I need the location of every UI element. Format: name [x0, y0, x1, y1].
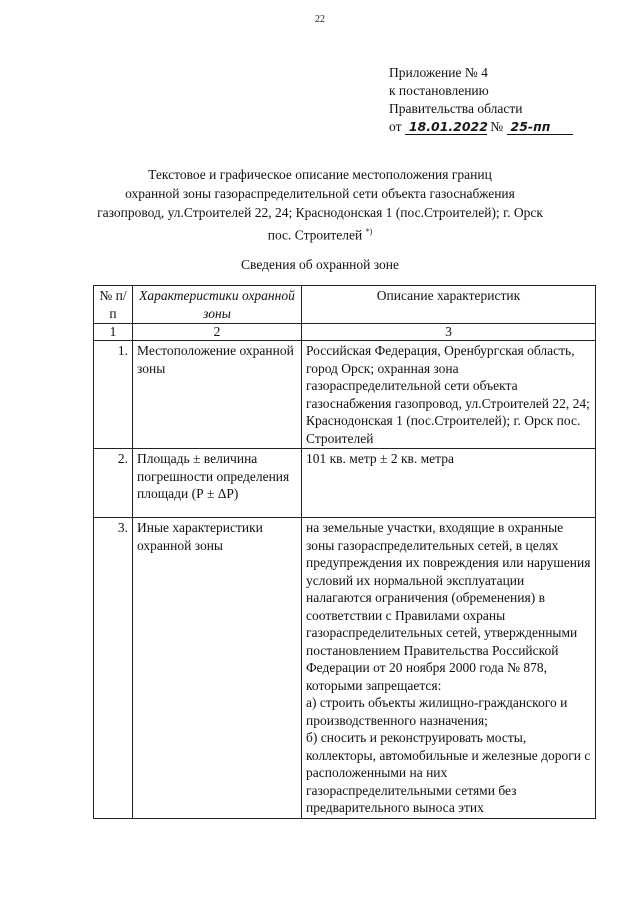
row-number: 3.	[94, 518, 133, 819]
title-line-1: Текстовое и графическое описание местоположения границ	[148, 167, 492, 182]
title-line-4: пос. Строителей	[267, 227, 363, 243]
header-description: Описание характеристик	[302, 286, 596, 324]
row-number: 2.	[94, 449, 133, 518]
row-description-cell	[302, 518, 596, 819]
appendix-date-line	[389, 118, 573, 136]
table-row	[94, 518, 596, 819]
row-characteristic: Площадь ± величина погрешности определения площади (Р ± ΔР)	[133, 449, 302, 518]
restriction-item-b: б) сносить и реконструировать мосты, коллекторы, автомобильные и железные дороги с расположенными на них газораспределительными сетями без предварительного выноса этих	[306, 730, 591, 815]
row-number: 1.	[94, 341, 133, 449]
number-prefix: №	[490, 119, 504, 134]
row-description: Российская Федерация, Оренбургская область, город Орск; охранная зона газораспределительной сети объекта газоснабжения газопровод, ул.Строителей 22, 24; Краснодонская 1 (пос.Строителей); г. Орск пос. Строителей	[302, 341, 596, 449]
index-cell: 1	[94, 324, 133, 341]
zone-info-table	[93, 285, 596, 819]
header-characteristics: Характеристики охранной зоны	[133, 286, 302, 324]
header-number: № п/п	[94, 286, 133, 324]
row-description: 101 кв. метр ± 2 кв. метра	[302, 449, 596, 518]
footnote-mark: *)	[365, 227, 373, 236]
title-line-4-wrap	[60, 222, 580, 245]
appendix-line-2: к постановлению	[389, 83, 489, 98]
page-number: 22	[315, 14, 325, 25]
appendix-line-3: Правительства области	[389, 101, 523, 116]
title-line-2: охранной зоны газораспределительной сети объекта газоснабжения	[125, 186, 515, 201]
handwritten-date: 18.01.2022	[405, 120, 487, 135]
row-characteristic: Иные характеристики охранной зоны	[133, 518, 302, 819]
index-cell: 2	[133, 324, 302, 341]
appendix-line-1: Приложение № 4	[389, 65, 488, 80]
table-row	[94, 341, 596, 449]
handwritten-number: 25-пп	[507, 120, 573, 135]
table-header-row	[94, 286, 596, 324]
restriction-item-a: а) строить объекты жилищно-гражданского и производственного назначения;	[306, 695, 568, 728]
row-characteristic: Местоположение охранной зоны	[133, 341, 302, 449]
table-row	[94, 449, 596, 518]
row-description: на земельные участки, входящие в охранные зоны газораспределительных сетей, в целях предупреждения их повреждения или нарушения условий их нормальной эксплуатации налагаются ограничения (обременения) в соответствии с Правилами охраны газораспределительных сетей, утвержденными постановлением Правительства Российской Федерации от 20 ноября 2000 года № 878, которыми запрещается:	[306, 520, 591, 693]
document-title	[60, 165, 580, 245]
title-line-3: газопровод, ул.Строителей 22, 24; Краснодонская 1 (пос.Строителей); г. Орск	[97, 205, 543, 220]
index-cell: 3	[302, 324, 596, 341]
date-prefix: от	[389, 119, 402, 134]
appendix-block	[389, 64, 573, 136]
table-index-row	[94, 324, 596, 341]
section-subtitle: Сведения об охранной зоне	[241, 257, 399, 272]
